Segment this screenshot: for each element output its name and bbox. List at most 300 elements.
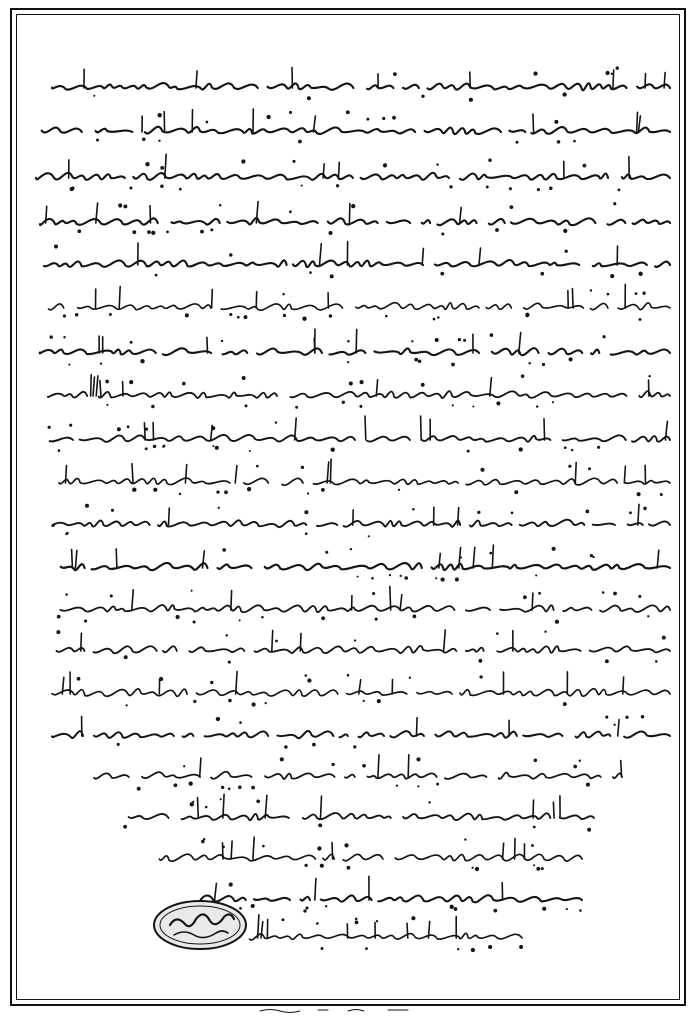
diacritic-dot [251, 702, 255, 706]
diacritic-dot [321, 488, 325, 492]
diacritic-dot [353, 745, 356, 748]
diacritic-dot [158, 140, 160, 142]
ascender-stroke [300, 633, 301, 651]
diacritic-dot [176, 615, 180, 619]
handwritten-line [94, 772, 622, 779]
ascender-stroke [575, 462, 576, 483]
diacritic-dot [557, 140, 561, 144]
diacritic-dot [398, 489, 400, 491]
diacritic-dot [662, 636, 666, 640]
diacritic-dot [552, 401, 554, 403]
handwritten-line [49, 303, 671, 311]
handwritten-line [40, 218, 670, 225]
diacritic-dot [117, 427, 121, 431]
ascender-stroke [100, 381, 101, 396]
diacritic-dot [583, 164, 587, 168]
ascender-stroke [119, 287, 120, 309]
diacritic-dot [590, 554, 593, 557]
ascender-stroke [376, 380, 377, 396]
diacritic-dot [239, 619, 241, 621]
diacritic-dot [350, 548, 352, 550]
diacritic-dot [568, 465, 571, 468]
diacritic-dot [47, 426, 50, 429]
ascender-stroke [198, 798, 199, 819]
ascender-stroke [207, 337, 208, 353]
diacritic-dot [182, 382, 186, 386]
diacritic-dot [519, 447, 523, 451]
ascender-stroke [91, 375, 92, 396]
diacritic-dot [251, 904, 255, 908]
diacritic-dot [449, 185, 452, 188]
ascender-stroke [637, 112, 638, 132]
ascender-stroke [444, 630, 446, 651]
ascender-stroke [96, 376, 98, 396]
diacritic-dot [193, 620, 196, 623]
diacritic-dot [436, 163, 438, 165]
ascender-stroke [532, 593, 533, 610]
diacritic-dot [185, 313, 189, 317]
diacritic-dot [488, 159, 491, 162]
diacritic-dot [463, 339, 466, 342]
diacritic-dot [249, 450, 251, 452]
diacritic-dot [63, 314, 66, 317]
diacritic-dot [245, 404, 248, 407]
diacritic-dot [280, 757, 284, 761]
diacritic-dot [452, 404, 454, 406]
handwritten-line [52, 731, 670, 738]
diacritic-dot [238, 786, 242, 790]
diacritic-dot [216, 717, 220, 721]
diacritic-dot [261, 616, 264, 619]
ascender-stroke [231, 591, 232, 610]
diacritic-dot [331, 448, 335, 452]
diacritic-dot [566, 908, 568, 910]
diacritic-dot [129, 380, 133, 384]
diacritic-dot [247, 487, 251, 491]
diacritic-dot [307, 492, 309, 494]
diacritic-dot [648, 375, 650, 377]
ascender-stroke [72, 549, 73, 568]
diacritic-dot [256, 799, 260, 803]
diacritic-dot [638, 272, 642, 276]
diacritic-dot [579, 909, 582, 912]
diacritic-dot [282, 293, 284, 295]
diacritic-dot [75, 313, 79, 317]
diacritic-dot [142, 138, 146, 142]
diacritic-dot [301, 185, 303, 187]
diacritic-dot [441, 578, 445, 582]
diacritic-dot [435, 338, 439, 342]
diacritic-dot [607, 293, 610, 296]
diacritic-dot [305, 906, 308, 909]
diacritic-dot [435, 577, 437, 579]
diacritic-dot [174, 783, 178, 787]
diacritic-dot [69, 424, 72, 427]
diacritic-dot [610, 274, 614, 278]
diacritic-dot [355, 918, 358, 921]
diacritic-dot [221, 340, 223, 342]
diacritic-dot [265, 702, 267, 704]
diacritic-dot [450, 905, 454, 909]
ascender-stroke [144, 423, 145, 440]
diacritic-dot [160, 185, 164, 189]
diacritic-dot [510, 205, 514, 209]
handwritten-line [59, 478, 670, 485]
diacritic-dot [393, 72, 397, 76]
diacritic-dot [519, 945, 523, 949]
diacritic-dot [564, 446, 567, 449]
ascender-stroke [93, 377, 95, 396]
ascender-stroke [400, 595, 402, 610]
diacritic-dot [382, 117, 385, 120]
diacritic-dot [241, 159, 245, 163]
diacritic-dot [50, 335, 53, 338]
diacritic-dot [540, 272, 544, 276]
diacritic-dot [605, 716, 608, 719]
diacritic-dot [321, 616, 325, 620]
diacritic-dot [641, 715, 645, 719]
diacritic-dot [375, 618, 378, 621]
ascender-stroke [624, 466, 625, 483]
diacritic-dot [372, 592, 375, 595]
handwritten-line [200, 895, 582, 902]
diacritic-dot [371, 577, 374, 580]
ascender-stroke [657, 550, 659, 568]
diacritic-dot [457, 948, 459, 950]
ascender-stroke [231, 841, 232, 859]
ascender-stroke [46, 206, 47, 223]
footer-scribble [258, 1006, 418, 1014]
diacritic-dot [643, 507, 647, 511]
ascender-stroke [470, 72, 471, 88]
diacritic-dot [346, 110, 350, 114]
handwritten-line [61, 563, 670, 570]
diacritic-dot [409, 677, 411, 679]
ascender-stroke [132, 590, 134, 610]
diacritic-dot [206, 121, 209, 124]
diacritic-dot [534, 759, 538, 763]
ascender-stroke [490, 378, 492, 396]
ascender-stroke [533, 114, 534, 132]
diacritic-dot [469, 98, 473, 102]
diacritic-dot [404, 576, 408, 580]
ascender-stroke [313, 116, 315, 132]
diacritic-dot [618, 189, 621, 192]
diacritic-dot [467, 450, 470, 453]
diacritic-dot [237, 316, 240, 319]
diacritic-dot [336, 184, 339, 187]
ascender-stroke [321, 796, 322, 818]
diacritic-dot [127, 425, 130, 428]
diacritic-dot [569, 357, 573, 361]
diacritic-dot [228, 788, 231, 791]
ascender-stroke [473, 547, 475, 568]
diacritic-dot [493, 909, 497, 913]
diacritic-dot [486, 185, 489, 188]
diacritic-dot [480, 468, 484, 472]
ascender-stroke [378, 755, 379, 777]
diacritic-dot [523, 595, 527, 599]
diacritic-dot [535, 574, 537, 576]
ascender-stroke [459, 548, 461, 569]
diacritic-dot [542, 363, 545, 366]
diacritic-dot [496, 401, 500, 405]
diacritic-dot [153, 445, 157, 449]
ascender-stroke [200, 758, 201, 777]
diacritic-dot [562, 92, 566, 96]
diacritic-dot [304, 510, 308, 514]
diacritic-dot [215, 446, 219, 450]
diacritic-dot [220, 798, 222, 800]
ascender-stroke [66, 465, 67, 483]
diacritic-dot [85, 504, 89, 508]
diacritic-dot [166, 231, 169, 234]
handwritten-line [50, 435, 670, 442]
diacritic-dot [312, 743, 316, 747]
diacritic-dot [488, 945, 492, 949]
diacritic-dot [179, 493, 181, 495]
handwritten-line [250, 933, 523, 940]
diacritic-dot [413, 615, 417, 619]
ascender-stroke [315, 879, 316, 901]
diacritic-dot [307, 678, 311, 682]
diacritic-dot [549, 187, 553, 191]
diacritic-dot [351, 204, 355, 208]
diacritic-dot [228, 699, 232, 703]
diacritic-dot [489, 552, 492, 555]
diacritic-dot [305, 674, 308, 677]
diacritic-dot [606, 71, 610, 75]
diacritic-dot [317, 846, 321, 850]
diacritic-dot [642, 292, 645, 295]
ascender-stroke [638, 504, 639, 525]
diacritic-dot [331, 763, 334, 766]
ascender-stroke [253, 837, 254, 859]
diacritic-dot [629, 511, 632, 514]
diacritic-dot [597, 446, 600, 449]
ascender-stroke [116, 549, 117, 568]
diacritic-dot [123, 825, 127, 829]
diacritic-dot [655, 660, 658, 663]
ascender-stroke [519, 333, 521, 353]
diacritic-dot [330, 274, 334, 278]
diacritic-dot [145, 447, 148, 450]
diacritic-dot [295, 406, 298, 409]
diacritic-dot [125, 704, 127, 706]
diacritic-dot [585, 509, 589, 513]
ascender-stroke [185, 465, 186, 483]
ascender-stroke [314, 338, 315, 353]
diacritic-dot [283, 314, 286, 317]
diacritic-dot [77, 229, 81, 233]
diacritic-dot [411, 916, 415, 920]
ascender-stroke [165, 154, 166, 178]
diacritic-dot [309, 271, 312, 274]
diacritic-dot [117, 743, 120, 746]
ascender-stroke [645, 74, 646, 88]
diacritic-dot [554, 120, 558, 124]
diacritic-dot [464, 838, 466, 840]
ascender-stroke [150, 206, 151, 223]
diacritic-dot [229, 313, 232, 316]
diacritic-dot [360, 380, 364, 384]
diacritic-dot [239, 721, 242, 724]
ascender-stroke [553, 802, 554, 818]
diacritic-dot [389, 574, 391, 576]
diacritic-dot [565, 250, 568, 253]
diacritic-dot [613, 592, 617, 596]
diacritic-dot [516, 141, 519, 144]
diacritic-dot [454, 907, 458, 911]
diacritic-dot [377, 699, 381, 703]
diacritic-dot [536, 405, 538, 407]
diacritic-dot [418, 360, 422, 364]
diacritic-dot [298, 140, 302, 144]
diacritic-dot [533, 864, 535, 866]
diacritic-dot [586, 783, 590, 787]
diacritic-dot [613, 202, 616, 205]
diacritic-dot [437, 316, 440, 319]
diacritic-dot [433, 318, 436, 321]
diacritic-dot [105, 380, 109, 384]
diacritic-dot [416, 757, 420, 761]
diacritic-dot [275, 421, 277, 423]
diacritic-dot [521, 374, 525, 378]
diacritic-dot [471, 948, 475, 952]
diacritic-dot [84, 619, 87, 622]
diacritic-dot [54, 245, 58, 249]
diacritic-dot [496, 632, 499, 635]
diacritic-dot [440, 272, 444, 276]
diacritic-dot [262, 845, 265, 848]
diacritic-dot [163, 445, 166, 448]
diacritic-dot [57, 615, 61, 619]
diacritic-dot [537, 188, 540, 191]
diacritic-dot [111, 509, 114, 512]
ascender-stroke [236, 672, 237, 695]
diacritic-dot [221, 786, 224, 789]
diacritic-dot [132, 488, 136, 492]
diacritic-dot [251, 786, 255, 790]
diacritic-dot [210, 228, 213, 231]
diacritic-dot [58, 449, 61, 452]
diacritic-dot [538, 592, 541, 595]
handwritten-text-block [22, 20, 677, 995]
diacritic-dot [362, 764, 366, 768]
diacritic-dot [349, 381, 353, 385]
diacritic-dot [244, 315, 248, 319]
diacritic-dot [573, 765, 577, 769]
diacritic-dot [428, 801, 430, 803]
ascender-stroke [256, 292, 257, 308]
diacritic-dot [132, 230, 136, 234]
ascender-stroke [407, 923, 408, 938]
ascender-stroke [421, 416, 422, 440]
diacritic-dot [124, 655, 128, 659]
diacritic-dot [281, 918, 284, 921]
diacritic-dot [363, 700, 365, 702]
diacritic-dot [77, 677, 81, 681]
ascender-stroke [458, 508, 459, 526]
diacritic-dot [573, 140, 576, 143]
diacritic-dot [289, 210, 292, 213]
diacritic-dot [542, 907, 546, 911]
diacritic-dot [123, 204, 127, 208]
diacritic-dot [329, 314, 332, 317]
diacritic-dot [533, 826, 536, 829]
diacritic-dot [65, 593, 67, 595]
diacritic-dot [137, 787, 141, 791]
diacritic-dot [130, 341, 133, 344]
diacritic-dot [201, 840, 205, 844]
diacritic-dot [110, 594, 113, 597]
diacritic-dot [347, 674, 350, 677]
ascender-stroke [330, 459, 331, 483]
handwritten-line [52, 520, 670, 527]
ascender-stroke [365, 416, 366, 440]
diacritic-dot [616, 66, 620, 70]
diacritic-dot [224, 490, 228, 494]
ascender-stroke [416, 718, 417, 736]
diacritic-dot [183, 765, 185, 767]
diacritic-dot [509, 187, 512, 190]
diacritic-dot [347, 340, 350, 343]
diacritic-dot [212, 445, 214, 447]
diacritic-dot [205, 806, 208, 809]
ascender-stroke [544, 419, 545, 440]
diacritic-dot [303, 909, 306, 912]
diacritic-dot [490, 333, 494, 337]
diacritic-dot [305, 532, 308, 535]
diacritic-dot [471, 867, 473, 869]
handwritten-line [60, 605, 670, 612]
diacritic-dot [318, 823, 322, 827]
ascender-stroke [356, 329, 357, 353]
diacritic-dot [242, 376, 246, 380]
diacritic-dot [359, 405, 362, 408]
diacritic-dot [477, 511, 480, 514]
handwritten-line [52, 83, 670, 90]
diacritic-dot [552, 547, 556, 551]
ascender-stroke [320, 244, 322, 265]
handwritten-line [52, 689, 670, 697]
ascender-stroke [390, 586, 391, 610]
diacritic-dot [100, 362, 102, 364]
diacritic-dot [383, 163, 387, 167]
diacritic-dot [590, 289, 592, 291]
diacritic-dot [396, 784, 398, 786]
ascender-stroke [479, 248, 481, 265]
handwritten-line [36, 173, 670, 180]
diacritic-dot [316, 922, 319, 925]
diacritic-dot [421, 95, 424, 98]
diacritic-dot [321, 947, 324, 950]
diacritic-dot [292, 160, 295, 163]
ascender-stroke [81, 633, 82, 651]
diacritic-dot [109, 313, 112, 316]
diacritic-dot [191, 590, 193, 592]
diacritic-dot [525, 313, 529, 317]
diacritic-dot [179, 188, 182, 191]
diacritic-dot [533, 72, 537, 76]
diacritic-dot [229, 253, 232, 256]
diacritic-dot [151, 231, 155, 235]
diacritic-dot [200, 230, 204, 234]
diacritic-dot [385, 315, 388, 318]
diacritic-dot [193, 700, 196, 703]
diacritic-dot [647, 615, 649, 617]
diacritic-dot [342, 401, 345, 404]
